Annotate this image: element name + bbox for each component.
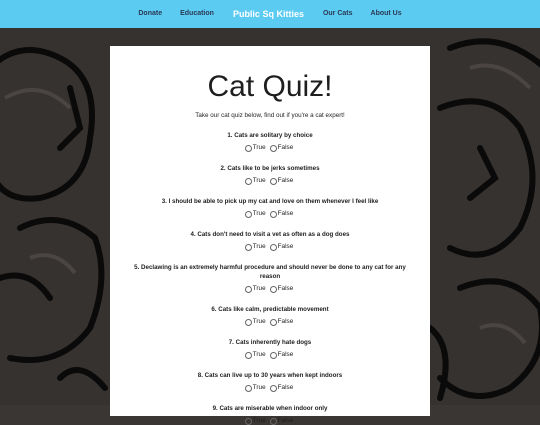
false-label: False <box>277 210 294 217</box>
radio-button[interactable] <box>270 418 277 425</box>
false-option[interactable] <box>270 177 294 185</box>
true-option[interactable] <box>245 243 266 251</box>
quiz-question <box>110 263 430 293</box>
false-label: False <box>277 144 294 151</box>
radio-button[interactable] <box>245 352 252 359</box>
false-option[interactable] <box>270 210 294 218</box>
question-text: 2. Cats like to be jerks sometimes <box>220 165 320 172</box>
false-label: False <box>277 285 294 292</box>
answer-options <box>110 285 430 293</box>
false-label: False <box>277 417 294 424</box>
nav-our-cats-link[interactable]: Our Cats <box>322 10 353 17</box>
radio-button[interactable] <box>245 178 252 185</box>
quiz-question <box>110 404 430 425</box>
radio-button[interactable] <box>245 385 252 392</box>
nav-about-us-link[interactable]: About Us <box>370 10 402 17</box>
answer-options <box>110 384 430 392</box>
nav-home-brand-link[interactable]: Public Sq Kitties <box>232 9 304 19</box>
true-label: True <box>252 351 266 358</box>
answer-options <box>110 318 430 326</box>
radio-button[interactable] <box>270 145 277 152</box>
true-option[interactable] <box>245 285 266 293</box>
false-label: False <box>277 243 294 250</box>
quiz-question <box>110 131 430 152</box>
true-label: True <box>252 285 266 292</box>
radio-button[interactable] <box>245 418 252 425</box>
true-option[interactable] <box>245 384 266 392</box>
question-text: 7. Cats inherently hate dogs <box>228 339 312 346</box>
quiz-intro: Take our cat quiz below, find out if you're a cat expert! <box>195 112 345 119</box>
answer-options <box>110 351 430 359</box>
false-option[interactable] <box>270 144 294 152</box>
radio-button[interactable] <box>245 319 252 326</box>
true-option[interactable] <box>245 351 266 359</box>
quiz-panel <box>110 46 430 424</box>
question-text: 3. I should be able to pick up my cat and love on them whenever I feel like <box>161 198 379 205</box>
true-label: True <box>252 417 266 424</box>
radio-button[interactable] <box>245 244 252 251</box>
question-text: 4. Cats don't need to visit a vet as often as a dog does <box>190 231 350 238</box>
false-option[interactable] <box>270 384 294 392</box>
true-label: True <box>252 144 266 151</box>
false-label: False <box>277 177 294 184</box>
radio-button[interactable] <box>270 244 277 251</box>
radio-button[interactable] <box>245 145 252 152</box>
false-option[interactable] <box>270 417 294 425</box>
answer-options <box>110 417 430 425</box>
true-option[interactable] <box>245 144 266 152</box>
radio-button[interactable] <box>245 211 252 218</box>
question-text: 6. Cats like calm, predictable movement <box>211 306 329 313</box>
true-label: True <box>252 177 266 184</box>
quiz-question <box>110 230 430 251</box>
false-label: False <box>277 384 294 391</box>
answer-options <box>110 144 430 152</box>
radio-button[interactable] <box>270 178 277 185</box>
true-option[interactable] <box>245 417 266 425</box>
question-text: 8. Cats can live up to 30 years when kept indoors <box>197 372 343 379</box>
nav-education-link[interactable]: Education <box>180 10 214 17</box>
true-label: True <box>252 318 266 325</box>
false-label: False <box>277 351 294 358</box>
true-label: True <box>252 210 266 217</box>
radio-button[interactable] <box>270 211 277 218</box>
question-text: 9. Cats are miserable when indoor only <box>212 405 328 412</box>
false-option[interactable] <box>270 318 294 326</box>
false-option[interactable] <box>270 351 294 359</box>
question-text: 1. Cats are solitary by choice <box>227 132 313 139</box>
radio-button[interactable] <box>270 385 277 392</box>
quiz-question <box>110 338 430 359</box>
true-option[interactable] <box>245 318 266 326</box>
true-option[interactable] <box>245 177 266 185</box>
question-text: 5. Declawing is an extremely harmful procedure and should never be done to any cat for any reason <box>134 264 406 280</box>
quiz-question <box>110 371 430 392</box>
true-option[interactable] <box>245 210 266 218</box>
top-navigation-bar <box>0 0 540 28</box>
false-option[interactable] <box>270 285 294 293</box>
false-option[interactable] <box>270 243 294 251</box>
true-label: True <box>252 243 266 250</box>
page-title: Cat Quiz! <box>207 70 333 103</box>
true-label: True <box>252 384 266 391</box>
radio-button[interactable] <box>270 352 277 359</box>
answer-options <box>110 243 430 251</box>
answer-options <box>110 210 430 218</box>
radio-button[interactable] <box>270 319 277 326</box>
radio-button[interactable] <box>270 286 277 293</box>
nav-donate-link[interactable]: Donate <box>138 10 163 17</box>
false-label: False <box>277 318 294 325</box>
quiz-question <box>110 164 430 185</box>
quiz-question <box>110 197 430 218</box>
radio-button[interactable] <box>245 286 252 293</box>
answer-options <box>110 177 430 185</box>
quiz-question <box>110 305 430 326</box>
